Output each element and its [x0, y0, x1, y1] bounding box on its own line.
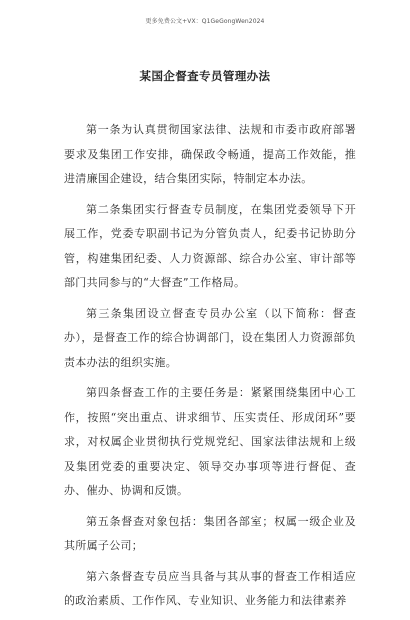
- paragraph-article-3: 第三条集团设立督查专员办公室（以下简称：督查办），是督查工作的综合协调部门，设在集团人力资源部负责本办法的组织实施。: [64, 306, 356, 369]
- paragraph-article-1: 第一条为认真贯彻国家法律、法规和市委市政府部署要求及集团工作安排，确保政令畅通，提高工作效能，推进清廉国企建设，结合集团实际，特制定本办法。: [64, 123, 356, 185]
- document-title: 某国企督查专员管理办法: [139, 69, 271, 83]
- paragraph-article-2: 第二条集团实行督查专员制度，在集团党委领导下开展工作，党委专职副书记为分管负责人，纪委书记协助分管，构建集团纪委、人力资源部、综合办公室、审计部等部门共同参与的“大督查”工作格局。: [64, 202, 356, 289]
- header-note: 更多免费公文+VX：Q1GeGongWen2024: [145, 18, 265, 25]
- paragraph-article-5: 第五条督查对象包括：集团各部室；权属一级企业及其所属子公司；: [64, 514, 356, 552]
- document-body: [64, 118, 356, 620]
- paragraph-article-4: 第四条督查工作的主要任务是：紧紧围绕集团中心工作，按照“突出重点、讲求细节、压实责任、形成闭环”要求，对权属企业贯彻执行党规党纪、国家法律法规和上级及集团党委的重要决定、领导交办事项等进行督促、查办、催办、协调和反馈。: [64, 386, 356, 497]
- paragraph-article-6: 第六条督查专员应当具备与其从事的督查工作相适应的政治素质、工作作风、专业知识、业务能力和法律素养: [64, 569, 356, 607]
